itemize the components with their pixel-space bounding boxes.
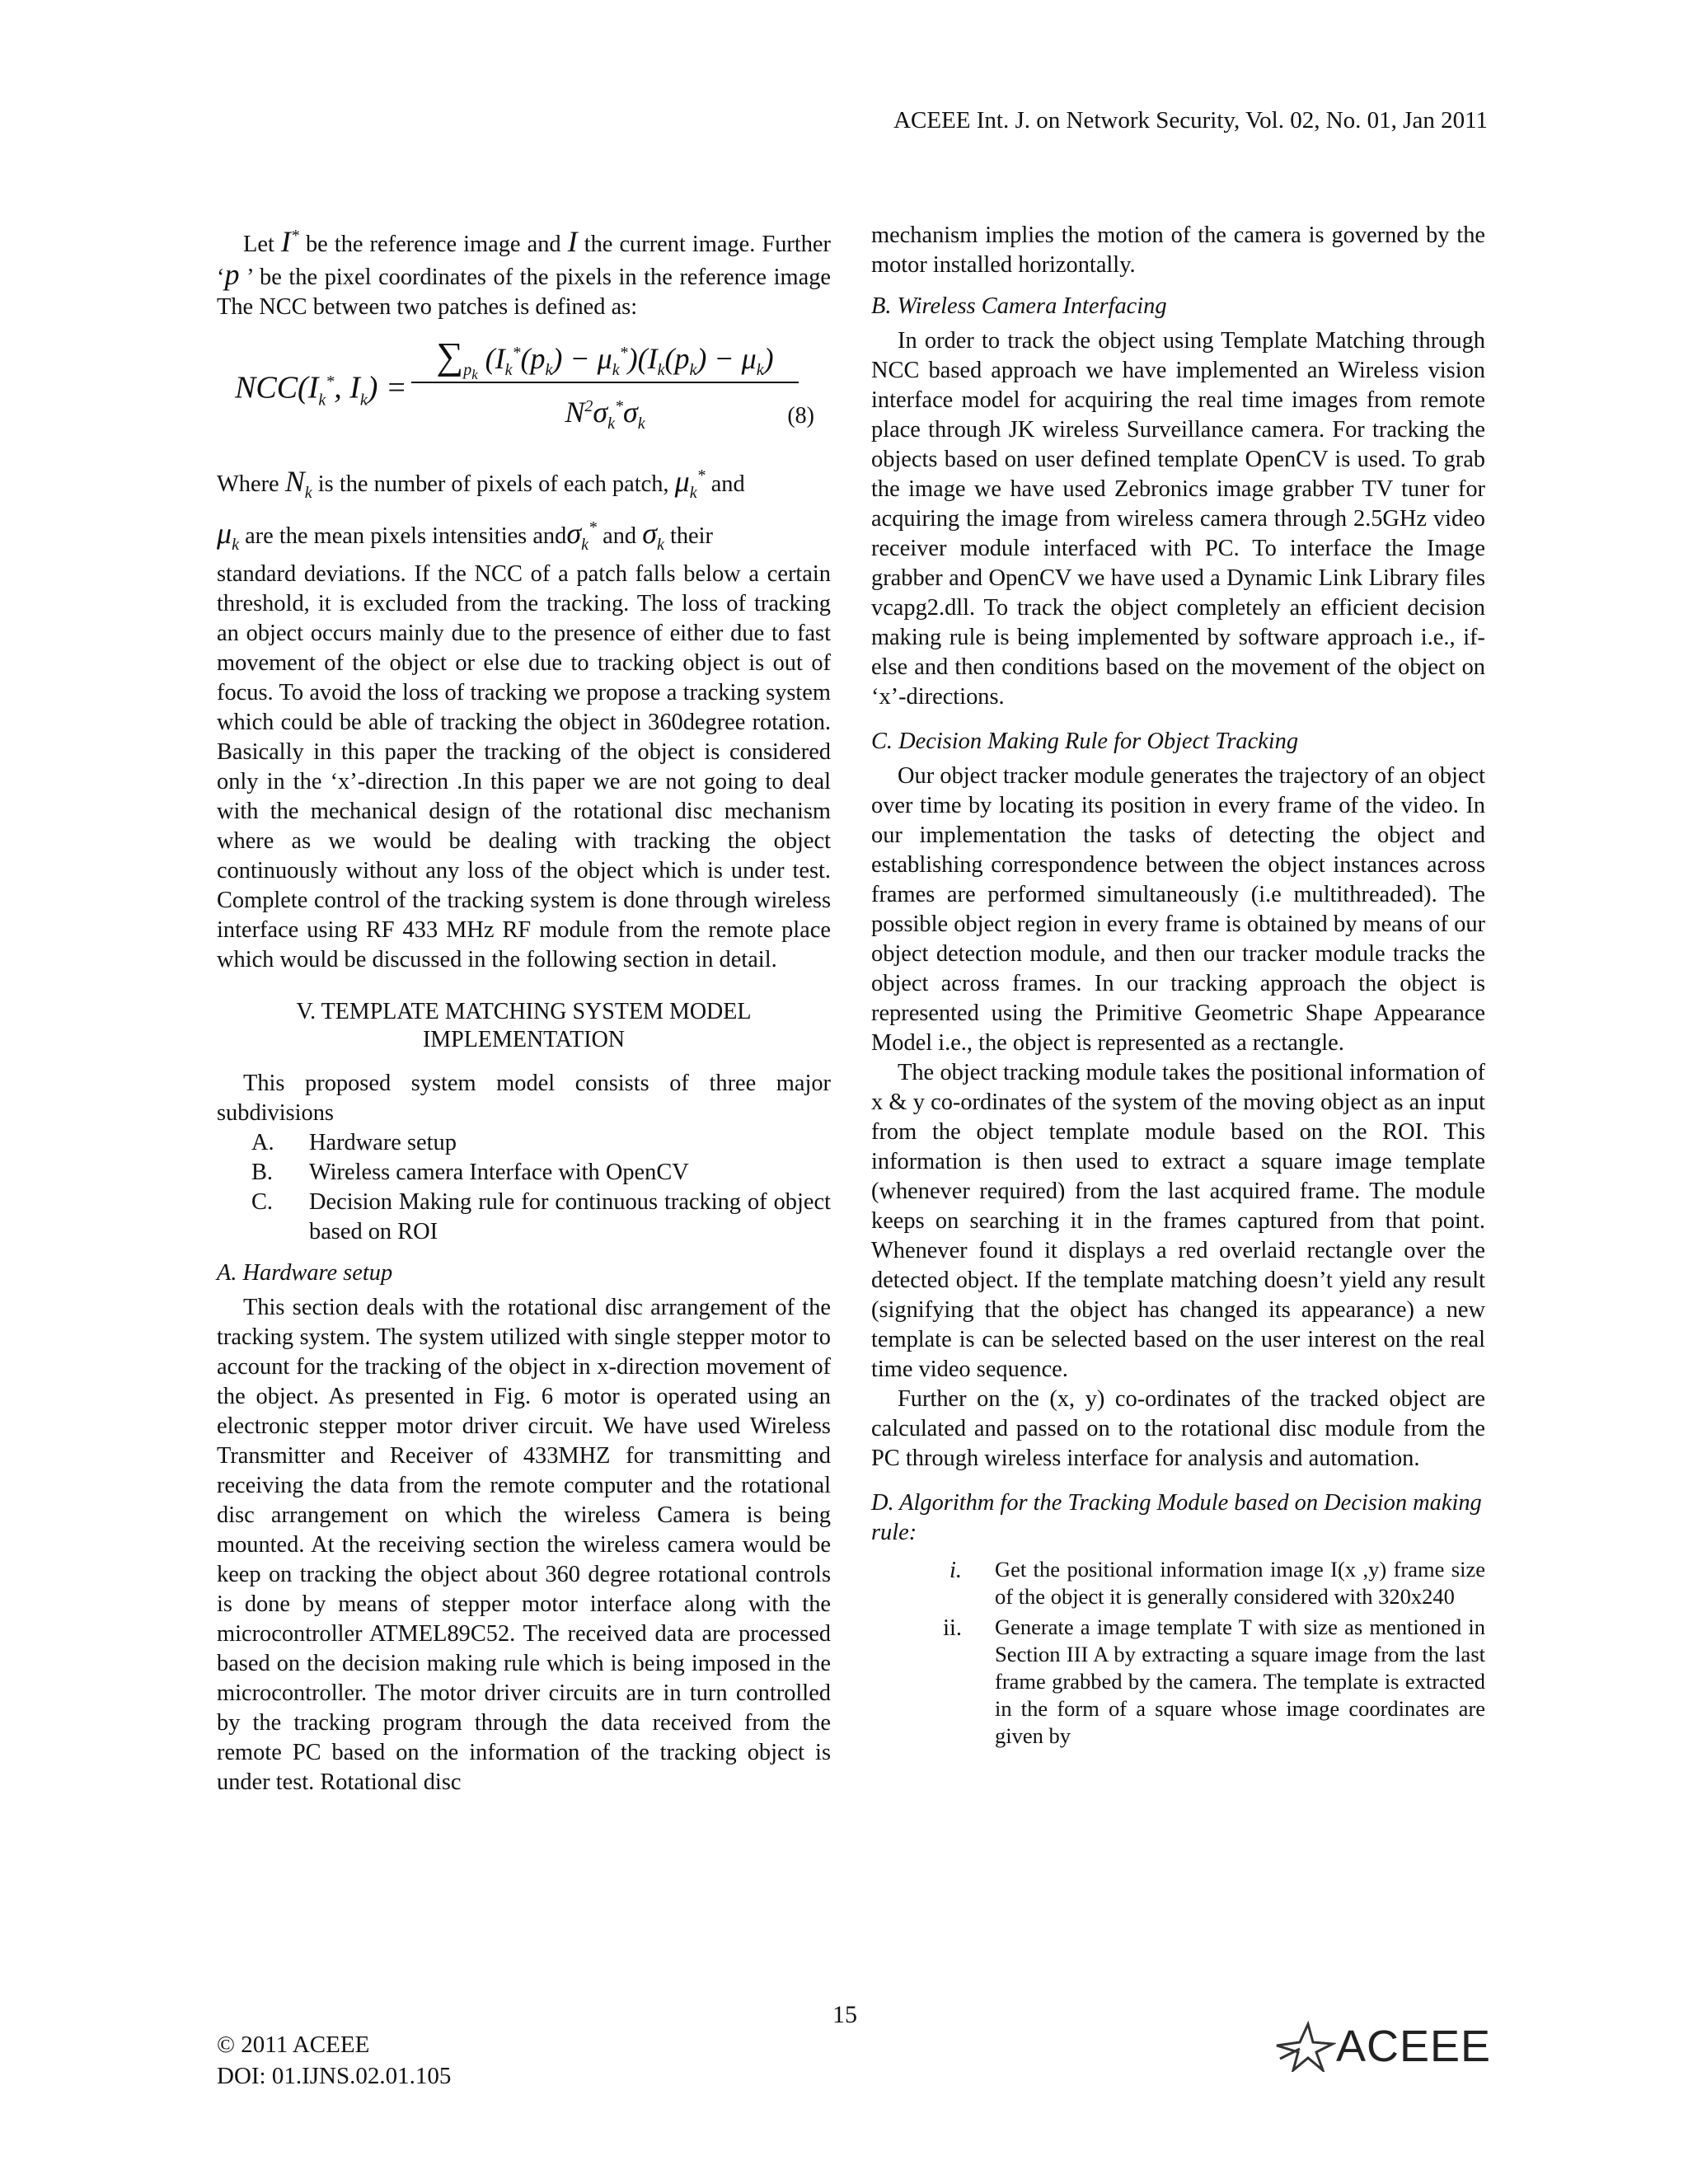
- math-i: I: [567, 225, 578, 258]
- math-mu: $\mu_k$: [217, 517, 239, 555]
- intro-paragraph: Let I* be the reference image and I the current image. Further ‘p ’ be the pixel coordinates of the pixels in the reference image The NCC between two patches is defined as:: [217, 225, 831, 320]
- paragraph-tracker-module: Our object tracker module generates the trajectory of an object over time by locating its position in every frame of the video. In our implementation the tasks of detecting the object and establishing correspondence between the object instances across frames are performed simultaneously (i.e multithreaded). The possible object region in every frame is obtained by means of our object detection module, and then our tracker module tracks the object across frames. In our tracking approach the object is represented using the Primitive Geometric Shape Appearance Model i.e., the object is represented as a rectangle.: [871, 763, 1485, 1056]
- equation-number: (8): [787, 403, 814, 429]
- section-title: V. TEMPLATE MATCHING SYSTEM MODEL IMPLEMENTATION: [296, 999, 752, 1053]
- doi: DOI: 01.IJNS.02.01.105: [217, 2063, 452, 2089]
- where-line-1: Where $N_k$ is the number of pixels of each patch, $\mu_k^*$ and: [217, 465, 745, 503]
- ncc-equation: [217, 329, 831, 452]
- paragraph-tracking-module: The object tracking module takes the positional information of x & y co-ordinates of the system of the moving object as an input from the object template module based on the ROI. This information is then used to extract a square image template (whenever required) from the last acquired frame. The module keeps on searching it in the frames captured from that point. Whenever found it displays a red overlaid rectangle over the detected object. If the template matching doesn’t yield any result (signifying that the object has changed its appearance) a new template is can be selected based on the user interest on the real time video sequence.: [871, 1060, 1485, 1382]
- math-sigma-star: $\sigma_k^*$: [566, 517, 597, 555]
- right-column: [871, 221, 1485, 1750]
- algorithm-step: i. Get the positional information image I(x ,y) frame size of the object it is generally considered with 320x240: [950, 1557, 1485, 1609]
- paragraph-mechanism: mechanism implies the motion of the camera is governed by the motor installed horizontally.: [871, 223, 1485, 278]
- algorithm-list: [871, 1556, 1485, 1750]
- list-item: B. Wireless camera Interface with OpenCV: [251, 1160, 689, 1186]
- paragraph-standard-deviations: standard deviations. If the NCC of a patch falls below a certain threshold, it is excluded from the tracking. The loss of tracking an object occurs mainly due to the presence of either due to fast movement of the object or else due to tracking object is out of focus. To avoid the loss of tracking we propose a tracking system which could be able of tracking the object in 360degree rotation. Basically in this paper the tracking of the object is considered only in the ‘x’-direction .In this paper we are not going to deal with the mechanical design of the rotational disc mechanism where as we would be dealing with tracking the object continuously without any loss of the object which is under test. Complete control of the tracking system is done through wireless interface using RF 433 MHz RF module from the remote place which would be discussed in the following section in detail.: [217, 561, 831, 973]
- subheading-decision-rule: C. Decision Making Rule for Object Tracking: [871, 729, 1299, 754]
- equation-numerator: $\sum_{p_k}$ $(I_k^*(p_k) - \mu_k^*)(I_k(p_k) - \mu_k)$: [436, 335, 774, 383]
- math-sigma: $\sigma_k$: [642, 517, 664, 555]
- paragraph-subdivisions: This proposed system model consists of three major subdivisions: [217, 1071, 831, 1127]
- aceee-logo: [1275, 2021, 1491, 2072]
- algorithm-step: ii. Generate a image template T with size as mentioned in Section III A by extracting a square image from the last frame grabbed by the camera. The template is extracted in the form of a square whose image coordinates are given by: [943, 1615, 1485, 1748]
- star-logo-icon: [1275, 2021, 1336, 2072]
- equation-fraction: [411, 329, 799, 442]
- subdivision-list: [217, 1128, 831, 1247]
- list-item: A. Hardware setup: [251, 1130, 457, 1156]
- math-mu-star: $\mu_k^*$: [674, 465, 706, 503]
- subheading-wireless-camera: B. Wireless Camera Interfacing: [871, 293, 1167, 319]
- journal-header: ACEEE Int. J. on Network Security, Vol. 02, No. 01, Jan 2011: [893, 107, 1488, 134]
- paragraph-wireless-camera: In order to track the object using Template Matching through NCC based approach we have implemented an Wireless vision interface model for acquiring the real time images from remote place through JK wireless Surveillance camera. For tracking the objects based on user defined template OpenCV is used. To grab the image we have used Zebronics image grabber TV tuner for acquiring the image from wireless camera through 2.5GHz video receiver module interfaced with PC. To interface the Image grabber and OpenCV we have used a Dynamic Link Library files vcapg2.dll. To track the object completely an efficient decision making rule is being implemented by software approach i.e., if-else and then conditions based on the movement of the object on ‘x’-directions.: [871, 328, 1485, 710]
- math-i-star: I*: [280, 225, 299, 258]
- paragraph-coordinates: Further on the (x, y) co-ordinates of the tracked object are calculated and passed on to the rotational disc module from the PC through wireless interface for analysis and automation.: [871, 1386, 1485, 1471]
- left-column: [217, 221, 831, 1797]
- logo-text: ACEEE: [1336, 2022, 1492, 2071]
- where-line-2: $\mu_k$ are the mean pixels intensities andσ$_k$* and $\sigma_k$ their: [217, 517, 713, 555]
- equation-lhs: $NCC(I_k^*$, $I_k$) =: [235, 370, 407, 410]
- math-p: p: [224, 258, 240, 291]
- list-item: C. Decision Making rule for continuous tracking of object based on ROI: [251, 1189, 831, 1245]
- math-nk: $N_k$: [284, 465, 312, 503]
- copyright: © 2011 ACEEE: [217, 2032, 370, 2058]
- footer-info: [217, 2029, 451, 2092]
- paragraph-hardware-setup: This section deals with the rotational disc arrangement of the tracking system. The system utilized with single stepper motor to account for the tracking of the object in x-direction movement of the object. As presented in Fig. 6 motor is operated using an electronic stepper motor driver circuit. We have used Wireless Transmitter and Receiver of 433MHZ for transmitting and receiving the data from the remote computer and the rotational disc arrangement on which the wireless Camera is being mounted. At the receiving section the wireless camera would be keep on tracking the object about 360 degree rotational controls is done by means of stepper motor interface along with the microcontroller ATMEL89C52. The received data are processed based on the decision making rule which is being imposed in the microcontroller. The motor driver circuits are in turn controlled by the tracking program through the data received from the remote PC based on the information of the tracking object is under test. Rotational disc: [217, 1295, 831, 1796]
- subheading-hardware-setup: A. Hardware setup: [217, 1260, 393, 1286]
- equation-denominator: $N^2\sigma_k^*\sigma_k$: [565, 396, 645, 434]
- fraction-bar: [411, 382, 799, 383]
- subheading-algorithm: D. Algorithm for the Tracking Module based on Decision making rule:: [871, 1490, 1482, 1545]
- page-number: 15: [832, 2001, 857, 2028]
